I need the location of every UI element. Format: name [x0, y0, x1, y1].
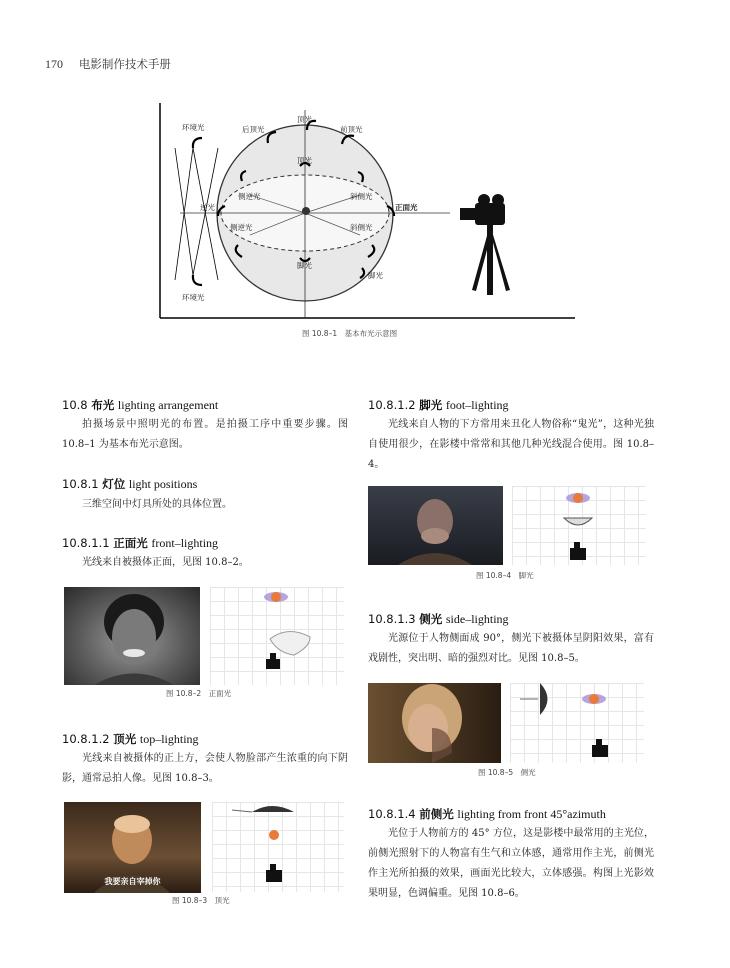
section-10-8-1-4-text: 光位于人物前方的 45° 方位，这是影楼中最常用的主光位，前侧光照射下的人物富有生气和立体感，通常用作主光，前侧光作主光所拍摄的效果，画面光比较大，立体感强。构图上光影效果明显，色调偏重。见图 10.8–6。 [368, 828, 654, 899]
section-foot-lighting-heading: 10.8.1.2 脚光 foot–lighting [368, 398, 509, 412]
svg-text:顶光: 顶光 [297, 156, 312, 165]
figure-caption-1: 图 10.8–1 基本布光示意图 [302, 329, 398, 338]
section-10-8-1-3-heading: 10.8.1.3 侧光 side–lighting [368, 612, 509, 626]
svg-text:斜侧光: 斜侧光 [350, 223, 373, 232]
svg-text:顶光: 顶光 [297, 115, 312, 124]
running-header [45, 56, 171, 72]
figure-3-setup-diagram [212, 802, 344, 892]
subject-figure [302, 207, 310, 215]
svg-text:脚光: 脚光 [297, 261, 312, 270]
figure-5-setup-diagram [510, 683, 644, 763]
section-10-8-1-2-text: 光线来自被摄体的正上方，会使人物脸部产生浓重的向下阴影，通常忌拍人像。见图 10.8–3。 [62, 753, 348, 784]
svg-text:环境光: 环境光 [182, 123, 205, 132]
camera-icon [460, 194, 510, 295]
section-10-8-1-2-heading: 10.8.1.2 顶光 top–lighting [62, 732, 199, 746]
section-10-8-1-4-heading: 10.8.1.4 前侧光 lighting from front 45°azimuth [368, 807, 606, 821]
figure-3-subtitle: 我要亲自宰掉你 [104, 877, 161, 886]
figure-2-photo [64, 587, 200, 685]
section-10-8-1-3-text: 光源位于人物侧面成 90°，侧光下被摄体呈阴阳效果，富有戏剧性，突出明、暗的强烈对比。见图 10.8–5。 [368, 633, 654, 664]
svg-text:斜侧光: 斜侧光 [350, 192, 373, 201]
svg-text:逆光: 逆光 [200, 203, 215, 212]
svg-text:侧逆光: 侧逆光 [230, 223, 253, 232]
section-10-8-1-1-heading: 10.8.1.1 正面光 front–lighting [62, 536, 219, 550]
svg-text:环境光: 环境光 [182, 293, 205, 302]
svg-text:正面光: 正面光 [395, 203, 418, 212]
figure-caption-2: 图 10.8–2 正面光 [166, 689, 232, 698]
section-10-8-1-heading: 10.8.1 灯位 light positions [62, 477, 198, 491]
lighting-diagram [150, 100, 580, 330]
section-10-8-heading: 10.8 布光 lighting arrangement [62, 398, 219, 412]
section-10-8-text: 拍摄场景中照明光的布置。是拍摄工序中重要步骤。图10.8–1 为基本布光示意图。 [62, 419, 348, 450]
svg-text:后顶光: 后顶光 [242, 125, 265, 134]
section-10-8-1-text: 三维空间中灯具所处的具体位置。 [82, 499, 232, 510]
figure-4-setup-diagram [512, 486, 646, 565]
svg-text:脚光: 脚光 [368, 271, 383, 280]
section-foot-lighting-text: 光线来自人物的下方常用来丑化人物俗称“鬼光”，这种光独自使用很少，在影楼中常常和其他几种光线混合使用。图 10.8–4。 [368, 419, 654, 470]
page-number: 170 [45, 57, 63, 71]
figure-4-photo [368, 486, 503, 565]
figure-caption-3: 图 10.8–3 顶光 [172, 896, 230, 905]
svg-text:前顶光: 前顶光 [340, 125, 363, 134]
figure-5-photo [368, 683, 501, 763]
svg-text:侧逆光: 侧逆光 [238, 192, 261, 201]
book-title: 电影制作技术手册 [78, 57, 171, 71]
figure-3-photo [64, 802, 201, 893]
figure-caption-5: 图 10.8–5 侧光 [478, 768, 536, 777]
section-10-8-1-1-text: 光线来自被摄体正面，见图 10.8–2。 [82, 557, 249, 568]
figure-2-setup-diagram [210, 587, 344, 685]
figure-caption-4: 图 10.8–4 脚光 [476, 571, 534, 580]
